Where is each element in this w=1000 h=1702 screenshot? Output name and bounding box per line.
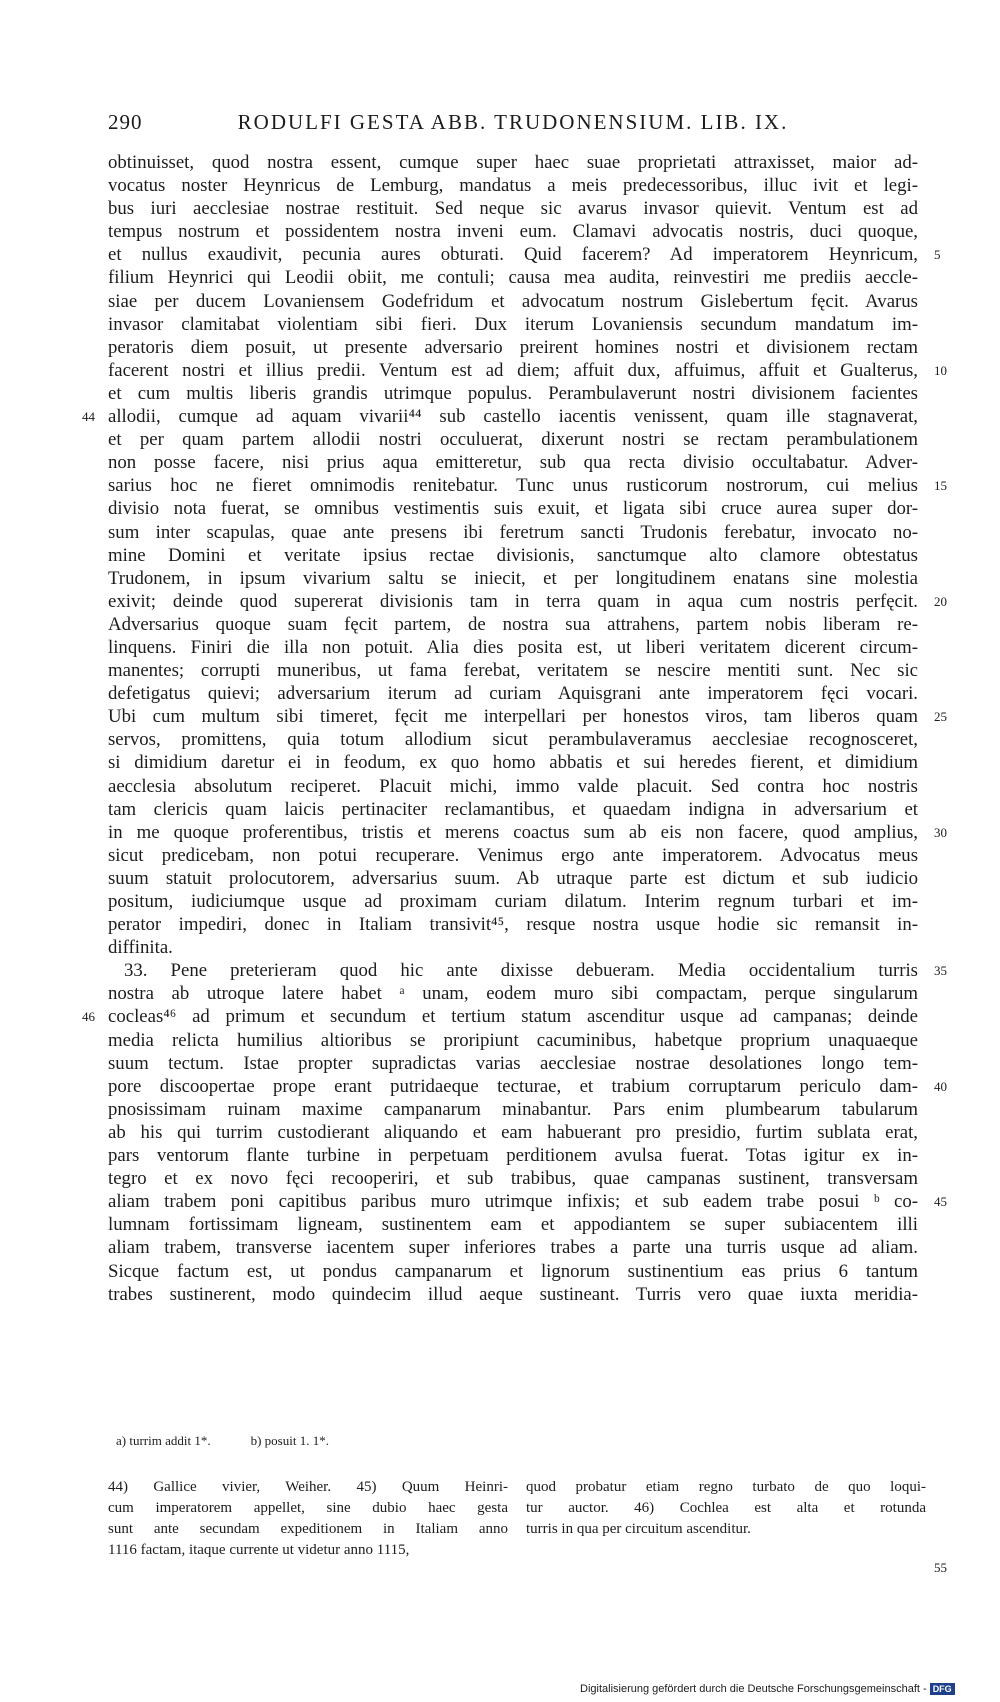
text-line [108,220,918,243]
text-line-content: invasor clamitabat violentiam sibi fieri. Dux iterum Lovaniensis secundum mandatum im- [108,313,918,335]
margin-note-number: 46 [82,1009,95,1025]
text-line-content: tempus nostrum et possidentem nostra inveni eum. Clamavi advocatis nostris, duci quoque, [108,221,918,243]
text-line [108,290,918,313]
line-number: 15 [934,478,947,494]
line-number: 40 [934,1078,947,1094]
text-line-content: pnosissimam ruinam maxime campanarum minabantur. Pars enim plumbearum tabularum [108,1098,918,1120]
text-line-content: Ubi cum multum sibi timeret, fęcit me interpellari per honestos viros, tam liberos quam [108,706,918,728]
text-line [108,428,918,451]
text-line-content: suum tectum. Istae propter supradictas varias aecclesiae nostrae desolationes longo tem- [108,1052,918,1074]
text-line [108,1098,918,1121]
line-number: 5 [934,247,941,263]
text-line-content: si dimidium daretur ei in feodum, ex quo homo abbatis et sui heredes fierent, et dimidium [108,752,918,774]
text-line-content: 33. Pene preterieram quod hic ante dixisse debueram. Media occidentalium turris [124,960,918,982]
text-line-content: media relicta humilius altioribus se proripiunt cacuminibus, habetque proprium unaquaeque [108,1029,918,1051]
text-line-content: facerent nostri et illius predii. Ventum est ad diem; affuit dux, affuimus, affuit et Gualterus, [108,359,918,381]
text-line-content: sicut predicebam, non potui recuperare. Venimus ergo ante imperatorem. Advocatus meus [108,844,918,866]
text-line [108,659,918,682]
credit-text: Digitalisierung gefördert durch die Deutsche Forschungsgemeinschaft - [580,1683,927,1695]
text-line [108,567,918,590]
text-line [108,313,918,336]
apparatus-note-b: b) posuit 1. 1*. [250,1433,329,1448]
line-number: 45 [934,1194,947,1210]
text-line-content: positum, iudiciumque usque ad proximam curiam dilatum. Interim regnum turbari et im- [108,891,918,912]
text-line [108,1236,918,1259]
text-line [108,1144,918,1167]
text-line-content: et nullus exaudivit, pecunia aures obturati. Quid facerem? Ad imperatorem Heynricum, [108,244,918,266]
footnotes [108,1477,926,1597]
text-line-content: in me quoque proferentibus, tristis et merens coactus sum ab eis non facere, quod amplius, [108,821,918,843]
footnote-line: 44) Gallice vivier, Weiher. 45) Quum Heinri- [108,1479,508,1495]
text-line [108,1167,918,1190]
text-line-content: suum statuit prolocutorem, adversarius suum. Ab utraque parte est dictum et sub iudicio [108,867,918,889]
text-line-content: pars ventorum flante turbine in perpetuam perditionem avulsa fuerat. Totas igitur ex in- [108,1145,918,1167]
text-line-content: peratoris diem posuit, ut presente adversario preirent homines nostri et divisionem rectam [108,336,918,358]
running-header [108,110,918,144]
text-line-content: tam clericis quam laicis pertinaciter reclamantibus, et quaedam indigna in adversarium et [108,798,918,820]
text-line-content: Sicque factum est, ut pondus campanarum et lignorum sustinentium eas prius 6 tantum [108,1260,918,1282]
text-line [108,336,918,359]
text-line-content: servos, promittens, quia totum allodium sicut perambulaveramus aecclesiae recognosceret, [108,729,918,751]
footnote-line: quod probatur etiam regno turbato de quo loqui- [526,1479,926,1495]
text-line-content: allodii, cumque ad aquam vivarii⁴⁴ sub castello iacentis venissent, quam ille stagnaverat, [108,406,918,428]
text-line [108,844,918,867]
text-line [108,174,918,197]
text-line-content: non posse facere, nisi prius aqua emitteretur, sub qua recta divisio occultabatur. Adver- [108,452,918,474]
footnotes-left-column [108,1477,508,1561]
running-title: RODULFI GESTA ABB. TRUDONENSIUM. LIB. IX. [237,110,789,134]
text-line-content: defetigatus quievi; adversarium iterum ad curiam Aquisgrani ante imperatorem fęci vocari. [108,683,918,705]
text-line-content: ab his qui turrim custodierant aliquando et eam habuerant pro presidio, furtim sublata erat, [108,1121,918,1143]
footnote-line: 1116 factam, itaque currente ut videtur anno 1115, [108,1542,410,1558]
text-line [108,636,918,659]
line-number: 10 [934,362,947,378]
text-line-content: tegro et ex novo fęci recooperiri, et sub trabibus, quae campanas sustinent, transversam [108,1168,918,1190]
text-line [108,728,918,751]
text-line [108,1052,918,1075]
text-line-content: exivit; deinde quod supererat divisionis tam in terra quam in aqua cum nostris perfęcit. [108,590,918,612]
text-line-content: siae per ducem Lovaniensem Godefridum et advocatum nostrum Gislebertum fęcit. Avarus [108,290,918,312]
footnotes-right-column [526,1477,926,1540]
text-line [108,982,918,1005]
line-number: 35 [934,963,947,979]
text-line-content: vocatus noster Heynricus de Lemburg, mandatus a meis predecessoribus, illuc ivit et legi- [108,175,918,197]
text-line-content: pore discoopertae prope erant putridaeque tecturae, et trabium corruptarum periculo dam- [108,1075,918,1097]
line-number: 25 [934,709,947,725]
text-line-content: perator impediri, donec in Italiam transivit⁴⁵, resque nostra usque hodie sic remansit in- [108,914,918,936]
text-line [82,1005,918,1028]
text-line [108,867,918,890]
footnote-line: turris in qua per circuitum ascenditur. [526,1521,751,1537]
text-line-content: diffinita. [108,937,173,959]
text-line [82,405,918,428]
text-line [108,682,918,705]
text-line [108,1260,918,1283]
text-line [108,1121,918,1144]
line-number: 20 [934,593,947,609]
text-line [108,775,918,798]
apparatus-note-a: a) turrim addit 1*. [116,1433,211,1448]
text-line [108,1075,947,1098]
text-line [108,590,947,613]
text-line-content: lumnam fortissimam ligneam, sustinentem eam et appodiantem se super subiacentem illi [108,1214,918,1236]
text-line [108,959,947,982]
text-line-content: filium Heynrici qui Leodii obiit, me contuli; causa mea audita, reinvestiri me prediis aeccle- [108,267,918,289]
text-line [108,1029,918,1052]
text-line-content: sum inter scapulas, quae ante presens ibi feretrum sancti Trudonis ferebatur, invocato no- [108,521,918,543]
text-line-content: et per quam partem allodii nostri occuluerat, dixerunt nostri se rectam perambulationem [108,429,918,451]
text-line [108,821,947,844]
text-line [108,936,918,959]
text-line-content: aliam trabem poni capitibus paribus muro utrimque infixis; et sub eadem trabe posui ᵇ co- [108,1191,918,1213]
text-line [108,544,918,567]
footnote-line: sunt ante secundam expeditionem in Italiam anno [108,1521,508,1537]
text-line [108,243,941,266]
text-line-content: mine Domini et veritate ipsius rectae divisionis, sanctumque alto clamore obtestatus [108,544,918,566]
main-text [82,151,947,1306]
text-line [108,359,947,382]
text-line [108,705,947,728]
text-line [108,798,918,821]
text-line [108,497,918,520]
apparatus-criticus [116,1433,329,1449]
text-line [108,751,918,774]
text-line-content: aecclesia absolutum reciperet. Placuit michi, immo valde placuit. Sed contra hoc nostris [108,775,918,797]
digitization-credit [580,1683,955,1695]
footnote-line: cum imperatorem appellet, sine dubio haec gesta [108,1500,508,1516]
text-line-content: sarius hoc ne fieret omnimodis renitebatur. Tunc unus rusticorum nostrorum, cui melius [108,475,918,497]
text-line [108,890,918,913]
text-line [108,913,918,936]
text-line-content: cocleas⁴⁶ ad primum et secundum et tertium statum ascenditur usque ad campanas; deinde [108,1006,918,1028]
text-line-content: divisio nota fuerat, se omnibus vestimentis suis exuit, et ligata sibi cruce aurea super dor- [108,498,918,520]
text-line-content: et cum multis liberis grandis utrimque populus. Perambulaverunt nostri divisionem facientes [108,382,918,404]
text-line-content: linquens. Finiri die illa non potuit. Alia dies posita est, ut liberi veritatem dicerent circum- [108,636,918,658]
text-line-content: trabes sustinerent, modo quindecim illud aeque sustineant. Turris vero quae iuxta meridia- [108,1283,918,1305]
text-line [108,266,918,289]
text-line-content: obtinuisset, quod nostra essent, cumque super haec suae proprietati attraxisset, maior ad- [108,152,918,173]
line-number: 30 [934,824,947,840]
footnote-line-number: 55 [934,1560,947,1575]
text-line [108,474,947,497]
text-line-content: manentes; corrupti muneribus, ut fama ferebat, veritatem se nescire mentiti sunt. Nec sic [108,660,918,682]
text-line [108,521,918,544]
footnote-line: tur auctor. 46) Cochlea est alta et rotunda [526,1500,926,1516]
text-line [108,197,918,220]
dfg-logo: DFG [930,1683,955,1695]
text-line [108,1283,918,1306]
text-line [108,613,918,636]
text-line [108,451,918,474]
text-line-content: nostra ab utroque latere habet ᵃ unam, eodem muro sibi compactam, perque singularum [108,983,918,1005]
text-line [108,1213,918,1236]
text-line [108,382,918,405]
margin-note-number: 44 [82,409,95,425]
text-line-content: aliam trabem, transverse iacentem super inferiores trabes a parte una turris usque ad aliam. [108,1237,918,1259]
text-line-content: Trudonem, in ipsum vivarium saltu se iniecit, et per longitudinem enatans sine molestia [108,567,918,589]
text-line [108,151,918,174]
text-line-content: Adversarius quoque suam fęcit partem, de nostra sua attrahens, partem nobis liberam re- [108,613,918,635]
text-line-content: bus iuri aecclesiae nostrae restituit. Sed neque sic avarus invasor quievit. Ventum est ad [108,198,918,220]
page-number: 290 [108,110,143,134]
text-line [108,1190,947,1213]
